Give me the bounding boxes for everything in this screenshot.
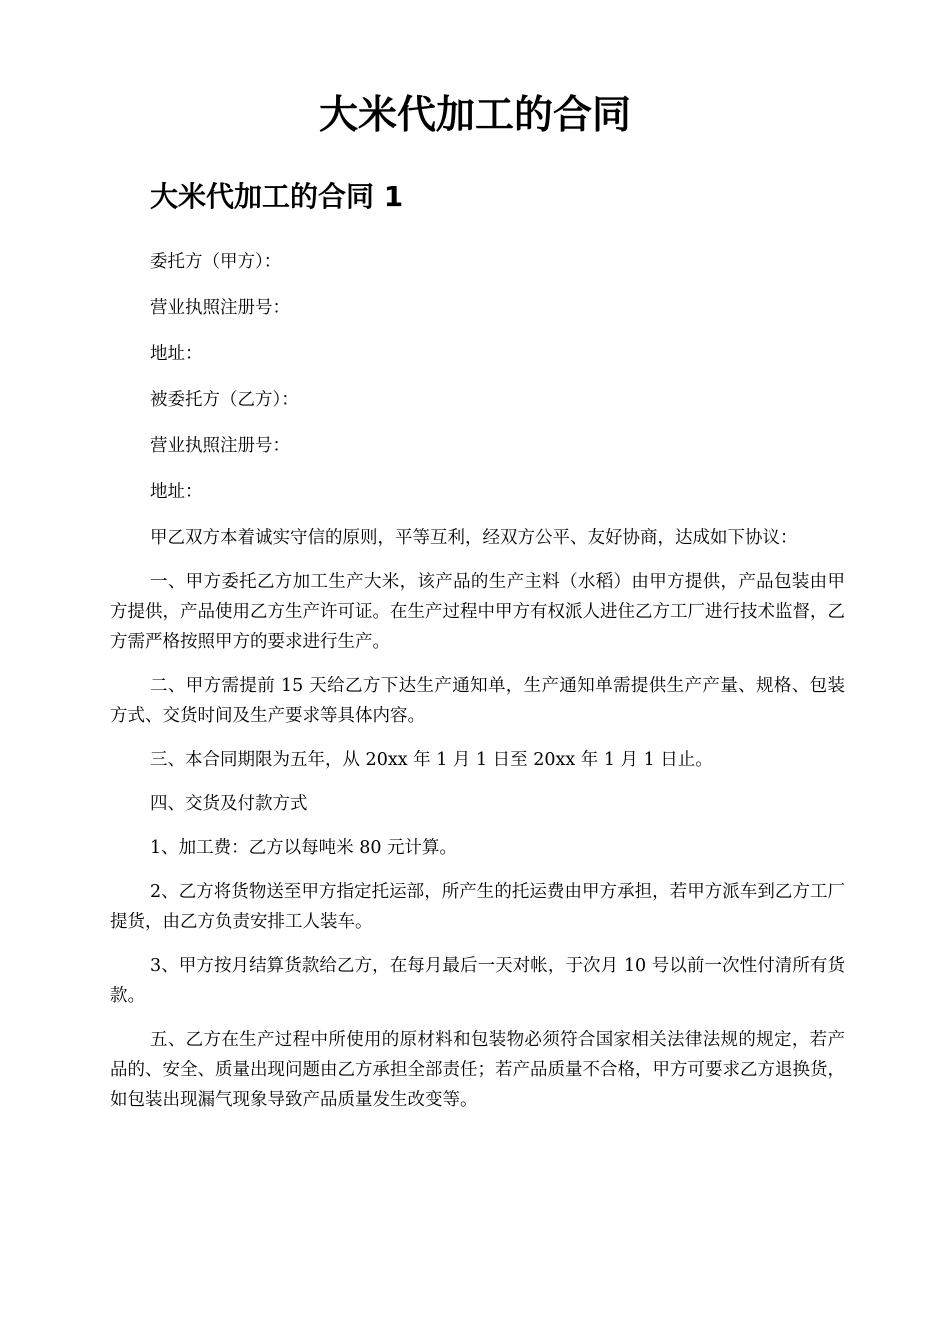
- paragraph-clause-4-3: 3、甲方按月结算货款给乙方，在每月最后一天对帐，于次月 10 号以前一次性付清所有货款。: [110, 956, 845, 1006]
- paragraph-clause-4-heading: 四、交货及付款方式: [150, 794, 308, 814]
- paragraph-preamble: 甲乙双方本着诚实守信的原则，平等互利，经双方公平、友好协商，达成如下协议：: [150, 528, 798, 548]
- field-contractor-license-number: 营业执照注册号：: [150, 436, 290, 456]
- paragraph-clause-2: 二、甲方需提前 15 天给乙方下达生产通知单，生产通知单需提供生产产量、规格、包装方式、交货时间及生产要求等具体内容。: [110, 676, 845, 726]
- field-client-license-number: 营业执照注册号：: [150, 298, 290, 318]
- field-client-address: 地址：: [150, 344, 203, 364]
- field-contractor-address: 地址：: [150, 482, 203, 502]
- paragraph-clause-4-2: 2、乙方将货物送至甲方指定托运部，所产生的托运费由甲方承担，若甲方派车到乙方工厂提货，由乙方负责安排工人装车。: [110, 882, 845, 932]
- paragraph-clause-1: 一、甲方委托乙方加工生产大米，该产品的生产主料（水稻）由甲方提供，产品包装由甲方提供，产品使用乙方生产许可证。在生产过程中甲方有权派人进住乙方工厂进行技术监督，乙方需严格按照甲方的要求进行生产。: [110, 572, 845, 652]
- section-title: 大米代加工的合同 1: [150, 180, 404, 213]
- paragraph-clause-4-1: 1、加工费：乙方以每吨米 80 元计算。: [150, 838, 458, 858]
- document-body: [110, 247, 845, 1129]
- paragraph-clause-5: 五、乙方在生产过程中所使用的原材料和包装物必须符合国家相关法律法规的规定，若产品的、安全、质量出现问题由乙方承担全部责任；若产品质量不合格，甲方可要求乙方退换货，如包装出现漏气现象导致产品质量发生改变等。: [110, 1030, 845, 1110]
- paragraph-clause-3: 三、本合同期限为五年，从 20xx 年 1 月 1 日至 20xx 年 1 月 1 日止。: [150, 750, 713, 770]
- field-client-party: 委托方（甲方）：: [150, 252, 282, 272]
- field-contractor-party: 被委托方（乙方）：: [150, 390, 299, 410]
- document-title: 大米代加工的合同: [318, 93, 631, 138]
